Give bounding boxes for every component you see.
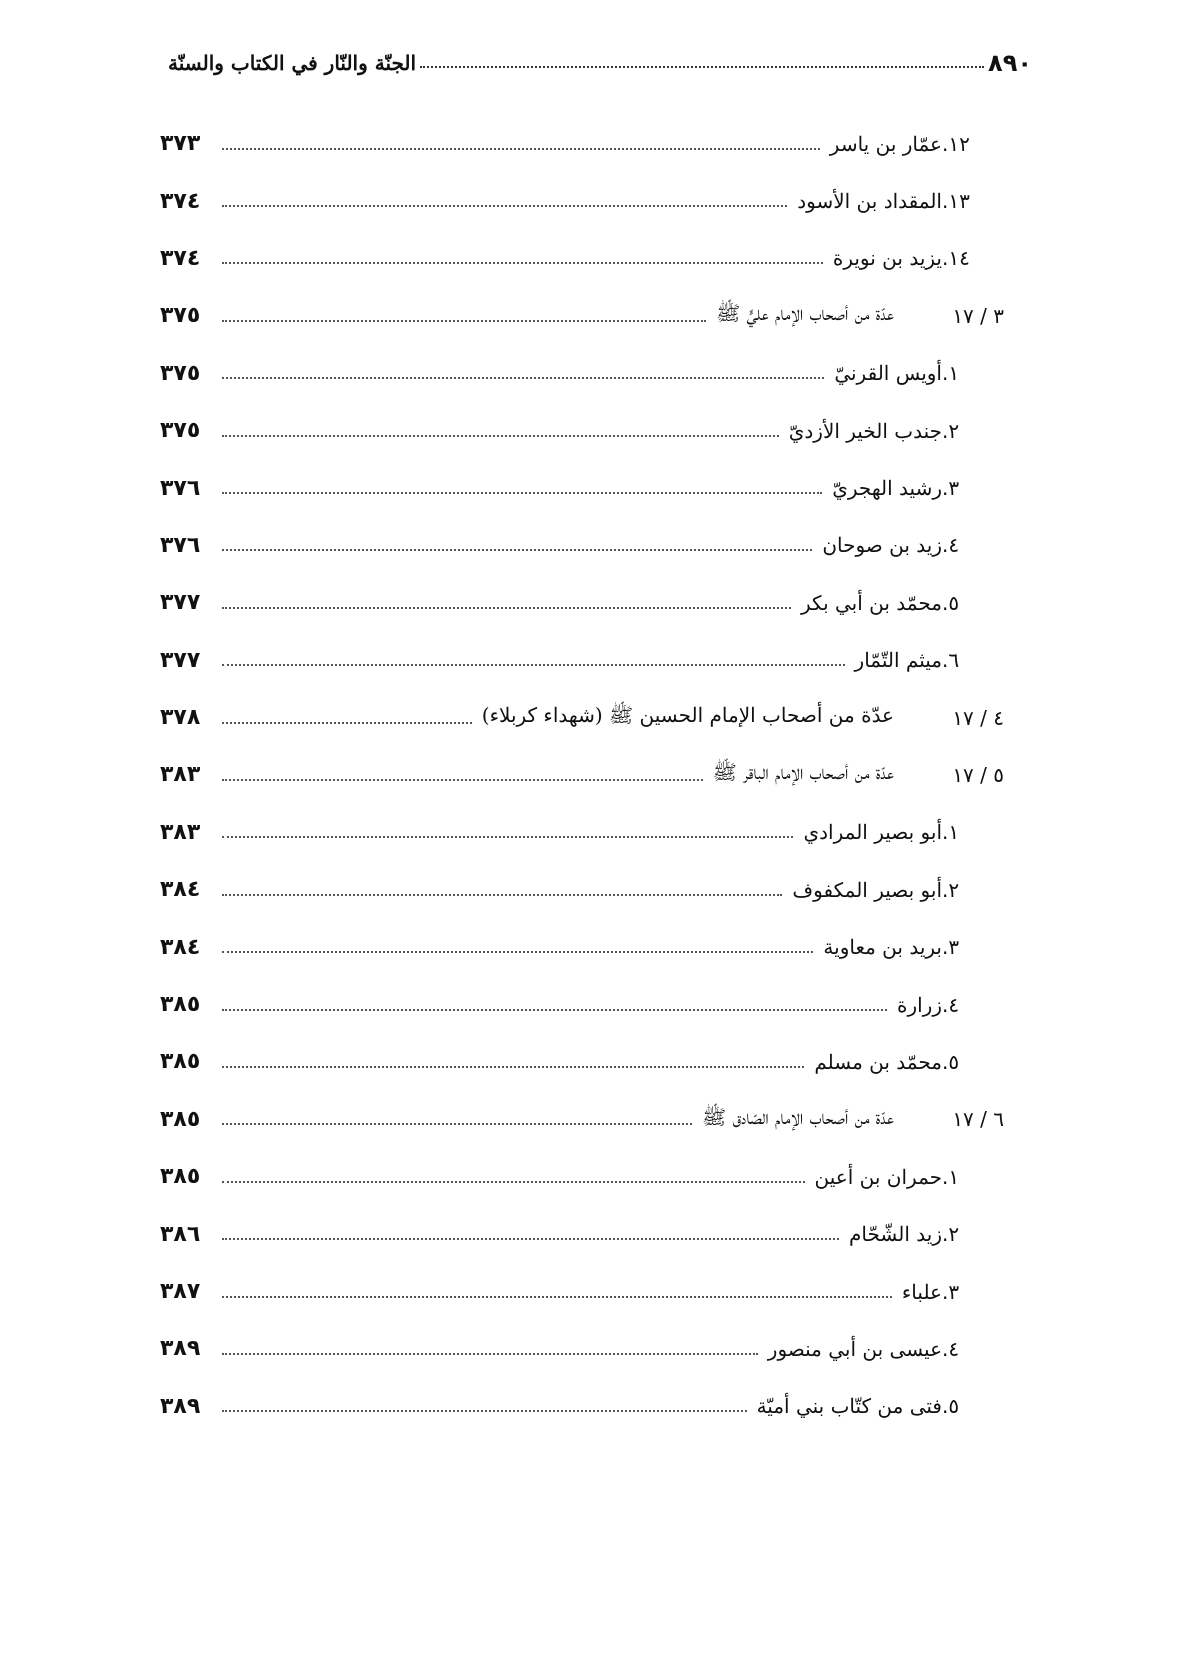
toc-section-entry <box>160 746 1004 803</box>
toc-section-entry <box>160 287 1004 344</box>
section-number: ٥ / ١٧ <box>952 762 1004 787</box>
leader-dots <box>222 549 812 551</box>
toc-entry <box>160 517 1004 574</box>
leader-dots <box>222 1181 805 1183</box>
toc-entry <box>160 1148 1004 1205</box>
entry-number: ١. <box>942 361 960 386</box>
leader-dots <box>222 664 845 666</box>
entry-number: ٣. <box>942 476 960 501</box>
leader-dots <box>222 722 472 724</box>
page-number: ٨٩٠ <box>988 49 1032 77</box>
toc-entry <box>160 861 1004 918</box>
entry-page-number: ٣٨٧ <box>160 1279 201 1304</box>
entry-number: ٤. <box>942 533 960 558</box>
toc-entry <box>160 459 1004 516</box>
leader-dots <box>222 894 782 896</box>
entry-number: ٦. <box>942 648 960 673</box>
entry-title: زيد الشّحّام <box>849 1222 942 1247</box>
entry-number: ٢. <box>942 877 960 902</box>
entry-title: عدّة من أصحاب الإمام الصّادق ﷺ <box>702 1104 894 1129</box>
leader-dots <box>222 779 703 781</box>
entry-page-number: ٣٧٤ <box>160 188 201 214</box>
section-number: ٣ / ١٧ <box>952 303 1004 328</box>
leader-dots <box>222 262 823 264</box>
entry-page-number: ٣٧٥ <box>160 360 201 386</box>
entry-title: عدّة من أصحاب الإمام الباقر ﷺ <box>712 760 894 785</box>
entry-page-number: ٣٧٦ <box>160 475 201 501</box>
table-of-contents <box>160 115 1004 1435</box>
toc-entry <box>160 1263 1004 1320</box>
entry-title: ميثم التّمّار <box>854 648 942 673</box>
toc-entry <box>160 172 1004 229</box>
leader-dots <box>222 320 706 322</box>
leader-dots <box>222 1353 758 1355</box>
entry-title: أبو بصير المرادي <box>803 820 942 845</box>
entry-title: أويس القرنيّ <box>834 361 942 386</box>
entry-page-number: ٣٨٥ <box>160 992 201 1018</box>
entry-page-number: ٣٧٧ <box>160 647 201 673</box>
entry-page-number: ٣٨٩ <box>160 1336 201 1362</box>
toc-entry <box>160 1320 1004 1377</box>
entry-page-number: ٣٧٤ <box>160 245 201 271</box>
entry-page-number: ٣٨٥ <box>160 1049 201 1075</box>
toc-entry <box>160 115 1004 172</box>
leader-dots <box>222 1238 839 1240</box>
entry-page-number: ٣٨٥ <box>160 1106 201 1132</box>
entry-number: ٣. <box>942 1279 960 1304</box>
toc-entry <box>160 1033 1004 1090</box>
entry-page-number: ٣٧٥ <box>160 418 201 444</box>
entry-number: ١. <box>942 1164 960 1189</box>
leader-dots <box>222 205 787 207</box>
section-number: ٤ / ١٧ <box>952 705 1004 730</box>
entry-title: محمّد بن مسلم <box>814 1049 942 1074</box>
entry-page-number: ٣٧٦ <box>160 532 201 558</box>
entry-number: ١. <box>942 820 960 845</box>
entry-title: المقداد بن الأسود <box>797 189 942 214</box>
entry-page-number: ٣٨٥ <box>160 1164 201 1190</box>
header-leader-dots <box>420 66 984 68</box>
leader-dots <box>222 1123 692 1125</box>
entry-number: ٤. <box>942 1336 960 1361</box>
entry-title: عدّة من أصحاب الإمام الحسين ﷺ (شهداء كربلاء) <box>481 703 894 728</box>
entry-number: ٤. <box>942 992 960 1017</box>
toc-entry <box>160 632 1004 689</box>
toc-entry <box>160 976 1004 1033</box>
entry-page-number: ٣٨٤ <box>160 877 201 903</box>
leader-dots <box>222 1009 887 1011</box>
entry-title: حمران بن أعين <box>814 1164 942 1189</box>
leader-dots <box>222 435 779 437</box>
entry-number: ١٢. <box>942 131 970 156</box>
entry-title: عيسى بن أبي منصور <box>767 1336 942 1361</box>
entry-page-number: ٣٨٣ <box>160 819 201 845</box>
leader-dots <box>222 1410 747 1412</box>
leader-dots <box>222 836 793 838</box>
leader-dots <box>222 148 820 150</box>
entry-page-number: ٣٧٧ <box>160 590 201 616</box>
entry-number: ٣. <box>942 935 960 960</box>
section-number: ٦ / ١٧ <box>952 1107 1004 1132</box>
entry-title: زرارة <box>896 992 942 1017</box>
leader-dots <box>222 1296 892 1298</box>
entry-title: عدّة من أصحاب الإمام عليٍّ ﷺ <box>716 301 894 326</box>
entry-page-number: ٣٧٣ <box>160 131 201 157</box>
entry-title: زيد بن صوحان <box>822 533 942 558</box>
toc-section-entry <box>160 689 1004 746</box>
toc-entry <box>160 230 1004 287</box>
leader-dots <box>222 607 791 609</box>
leader-dots <box>222 1066 804 1068</box>
toc-entry <box>160 804 1004 861</box>
toc-section-entry <box>160 1091 1004 1148</box>
entry-number: ٥. <box>942 590 960 615</box>
toc-entry <box>160 1378 1004 1435</box>
entry-title: فتى من كتّاب بني أميّة <box>756 1394 942 1419</box>
page-header <box>168 38 1032 88</box>
entry-title: محمّد بن أبي بكر <box>801 590 942 615</box>
entry-page-number: ٣٨٣ <box>160 762 201 788</box>
entry-title: أبو بصير المكفوف <box>792 877 942 902</box>
toc-entry <box>160 918 1004 975</box>
entry-number: ٥. <box>942 1394 960 1419</box>
entry-page-number: ٣٨٩ <box>160 1393 201 1419</box>
entry-title: يزيد بن نويرة <box>832 246 942 271</box>
entry-page-number: ٣٧٨ <box>160 705 201 731</box>
entry-number: ١٤. <box>942 246 970 271</box>
entry-title: بريد بن معاوية <box>823 935 942 960</box>
entry-title: رشيد الهجريّ <box>832 476 942 501</box>
entry-number: ٢. <box>942 1222 960 1247</box>
leader-dots <box>222 951 813 953</box>
entry-number: ١٣. <box>942 189 970 214</box>
toc-entry <box>160 1205 1004 1262</box>
running-title: الجنّة والنّار في الكتاب والسنّة <box>168 51 417 75</box>
entry-title: عمّار بن ياسر <box>829 131 942 156</box>
entry-title: علباء <box>901 1279 942 1304</box>
entry-number: ٢. <box>942 418 960 443</box>
entry-number: ٥. <box>942 1049 960 1074</box>
entry-page-number: ٣٨٦ <box>160 1221 201 1247</box>
toc-entry <box>160 402 1004 459</box>
entry-page-number: ٣٨٤ <box>160 934 201 960</box>
leader-dots <box>222 492 822 494</box>
entry-page-number: ٣٧٥ <box>160 303 201 329</box>
toc-entry <box>160 574 1004 631</box>
leader-dots <box>222 377 824 379</box>
entry-title: جندب الخير الأزديّ <box>788 418 942 443</box>
toc-entry <box>160 345 1004 402</box>
